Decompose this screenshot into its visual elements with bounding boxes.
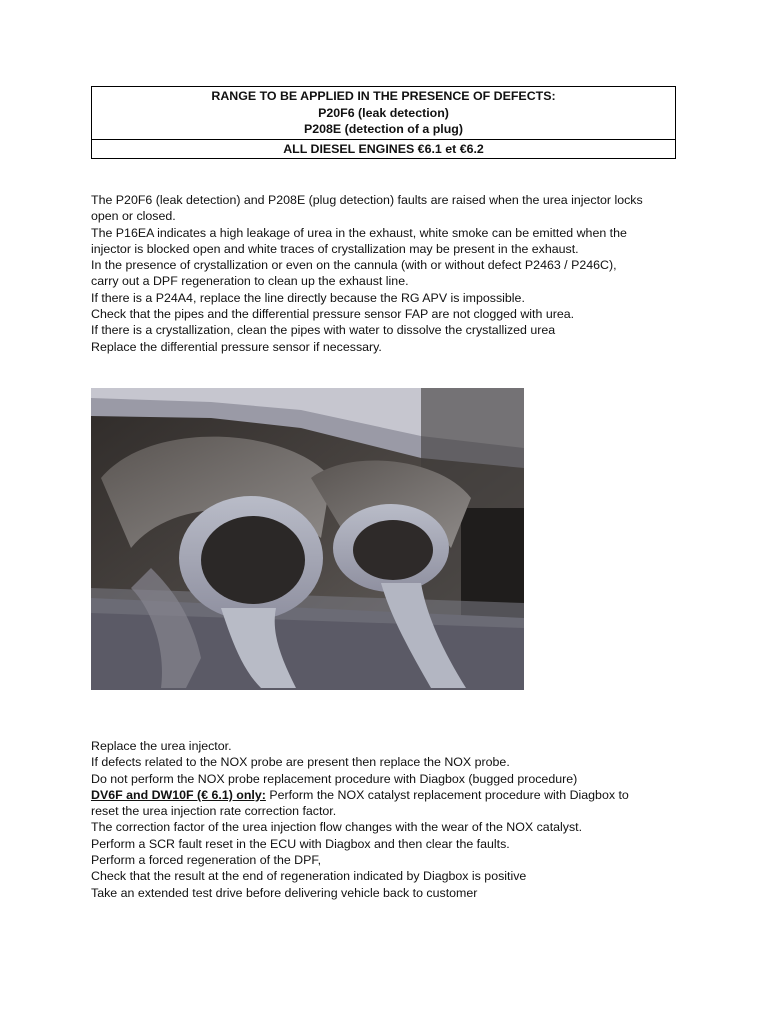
text-line: carry out a DPF regeneration to clean up the exhaust line. <box>91 274 409 289</box>
exhaust-photo <box>91 388 524 690</box>
crystallized-exhaust-pipes-image <box>91 388 524 690</box>
text-line: Perform a SCR fault reset in the ECU with Diagbox and then clear the faults. <box>91 836 510 851</box>
header-title-line: RANGE TO BE APPLIED IN THE PRESENCE OF DEFECTS: <box>211 89 556 103</box>
text-line: If defects related to the NOX probe are present then replace the NOX probe. <box>91 755 510 770</box>
text-line: The P16EA indicates a high leakage of urea in the exhaust, white smoke can be emitted when the <box>91 225 627 240</box>
engine-specific-line <box>91 787 691 803</box>
text-line: Replace the urea injector. <box>91 739 232 753</box>
text-line: Replace the differential pressure sensor if necessary. <box>91 339 382 354</box>
text-line: The correction factor of the urea injection flow changes with the wear of the NOX catalyst. <box>91 820 583 835</box>
header-code-leak: P20F6 (leak detection) <box>318 105 449 120</box>
header-table <box>91 86 676 159</box>
header-code-plug: P208E (detection of a plug) <box>303 122 464 136</box>
text-line: In the presence of crystallization or even on the cannula (with or without defect P2463 / P246C), <box>91 258 617 273</box>
header-title-cell <box>92 87 676 140</box>
text-line: open or closed. <box>91 209 176 224</box>
text-line: injector is blocked open and white traces of crystallization may be present in the exhaust. <box>91 241 579 256</box>
text-line: reset the urea injection rate correction factor. <box>91 804 337 819</box>
text-line: Do not perform the NOX probe replacement procedure with Diagbox (bugged procedure) <box>91 771 578 786</box>
fault-description-section <box>91 192 691 355</box>
text-line: Take an extended test drive before delivering vehicle back to customer <box>91 885 478 900</box>
engine-specific-rest: Perform the NOX catalyst replacement procedure with Diagbox to <box>265 787 629 802</box>
text-line: Check that the result at the end of regeneration indicated by Diagbox is positive <box>91 869 527 884</box>
engine-specific-lead: DV6F and DW10F (€ 6.1) only: <box>91 787 266 802</box>
procedure-section <box>91 738 691 901</box>
header-engines-cell: ALL DIESEL ENGINES €6.1 et €6.2 <box>92 139 676 159</box>
text-line: The P20F6 (leak detection) and P208E (plug detection) faults are raised when the urea injector locks <box>91 193 643 207</box>
text-line: If there is a P24A4, replace the line directly because the RG APV is impossible. <box>91 290 525 305</box>
text-line: If there is a crystallization, clean the pipes with water to dissolve the crystallized urea <box>91 323 556 338</box>
text-line: Check that the pipes and the differential pressure sensor FAP are not clogged with urea. <box>91 307 575 322</box>
text-line: Perform a forced regeneration of the DPF, <box>91 853 322 868</box>
